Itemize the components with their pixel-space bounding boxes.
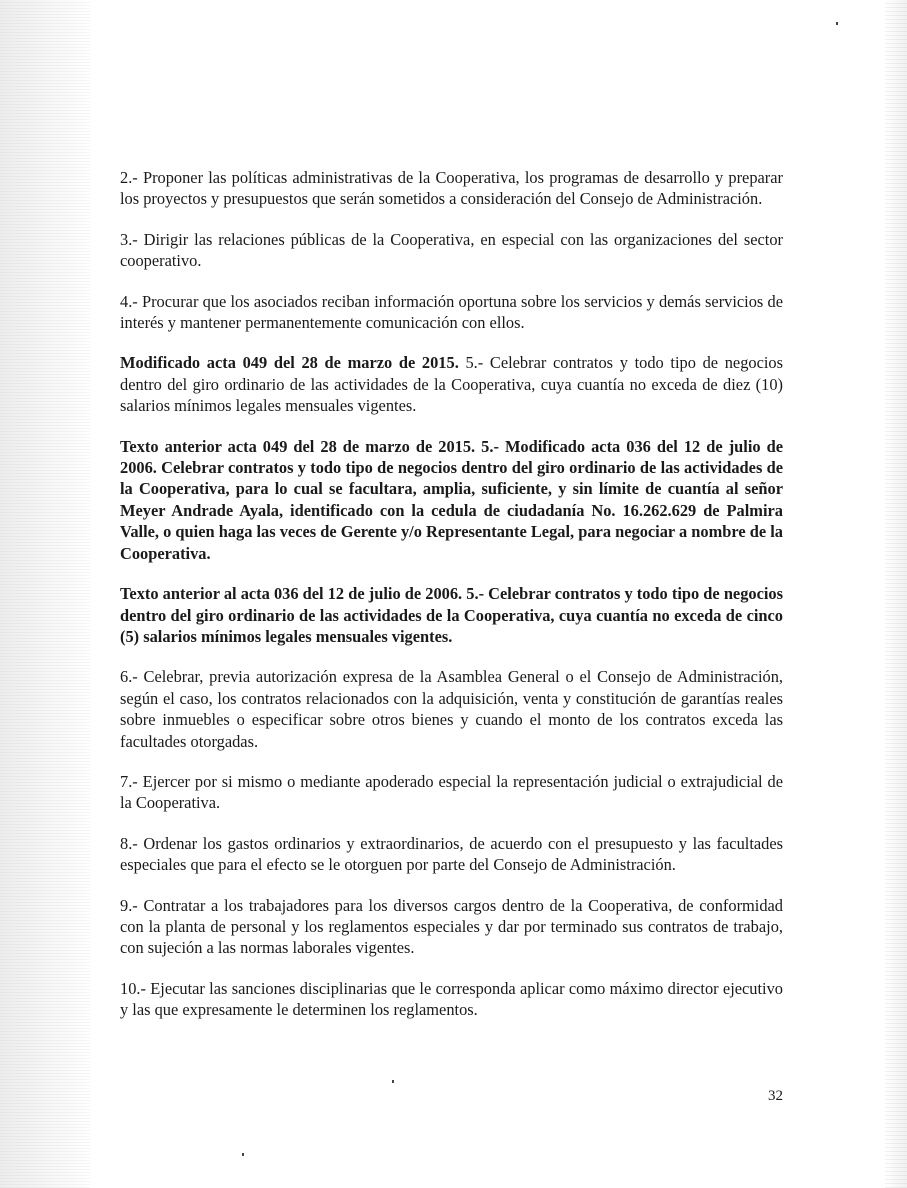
paragraph-7 — [120, 771, 783, 814]
paragraph-previous-text-036 — [120, 583, 783, 647]
paragraph-text: 9.- Contratar a los trabajadores para los diversos cargos dentro de la Cooperativa, de conformidad con la planta de personal y los reglamentos especiales y dar por terminado sus contratos de trabajo, con sujeción a las normas laborales vigentes. — [120, 895, 783, 958]
modification-note: Modificado acta 049 del 28 de marzo de 2015. — [120, 353, 459, 373]
paragraph-3 — [120, 229, 783, 272]
paragraph-8 — [120, 833, 783, 876]
scan-speck — [242, 1153, 244, 1156]
paragraph-5-modified — [120, 352, 783, 416]
paragraph-previous-text-049 — [120, 436, 783, 564]
paragraph-2 — [120, 167, 783, 210]
paragraph-text: Texto anterior acta 049 del 28 de marzo de 2015. 5.- Modificado acta 036 del 12 de julio de 2006. Celebrar contratos y todo tipo de negocios dentro del giro ordinario de las actividades de la Cooperativa, para lo cual se facultara, amplia, suficiente, y sin límite de cuantía al señor Meyer Andrade Ayala, identificado con la cedula de ciudadanía No. 16.262.629 de Palmira Valle, o quien haga las veces de Gerente y/o Representante Legal, para negociar a nombre de la Cooperativa. — [120, 436, 783, 563]
paragraph-6 — [120, 666, 783, 752]
paragraph-text: 10.- Ejecutar las sanciones disciplinarias que le corresponda aplicar como máximo director ejecutivo y las que expresamente le determinen los reglamentos. — [120, 978, 783, 1020]
scan-shadow-right — [885, 0, 907, 1188]
paragraph-text: 8.- Ordenar los gastos ordinarios y extraordinarios, de acuerdo con el presupuesto y las facultades especiales que para el efecto se le otorguen por parte del Consejo de Administración. — [120, 833, 783, 875]
scan-speck — [392, 1080, 394, 1083]
scan-shadow-left — [0, 0, 90, 1188]
page-number: 32 — [768, 1088, 783, 1104]
paragraph-4 — [120, 291, 783, 334]
paragraph-text: 7.- Ejercer por si mismo o mediante apoderado especial la representación judicial o extrajudicial de la Cooperativa. — [120, 771, 783, 813]
paragraph-text: 3.- Dirigir las relaciones públicas de la Cooperativa, en especial con las organizaciones del sector cooperativo. — [120, 229, 783, 271]
paragraph-text: Texto anterior al acta 036 del 12 de julio de 2006. 5.- Celebrar contratos y todo tipo de negocios dentro del giro ordinario de las actividades de la Cooperativa, cuya cuantía no exceda de cinco (5) salarios mínimos legales mensuales vigentes. — [120, 584, 783, 646]
scan-speck — [836, 22, 838, 25]
paragraph-text: 4.- Procurar que los asociados reciban información oportuna sobre los servicios y demás servicios de interés y mantener permanentemente comunicación con ellos. — [120, 291, 783, 333]
paragraph-10 — [120, 978, 783, 1021]
document-body — [120, 167, 783, 1040]
paragraph-9 — [120, 895, 783, 959]
paragraph-text: 5.- Celebrar contratos y todo tipo de negocios dentro del giro ordinario de las actividades de la Cooperativa, cuya cuantía no exceda de diez (10) salarios mínimos legales mensuales vigentes. — [120, 353, 783, 416]
paragraph-text: 2.- Proponer las políticas administrativas de la Cooperativa, los programas de desarrollo y preparar los proyectos y presupuestos que serán sometidos a consideración del Consejo de Administración. — [120, 168, 783, 209]
paragraph-text: 6.- Celebrar, previa autorización expresa de la Asamblea General o el Consejo de Administración, según el caso, los contratos relacionados con la adquisición, venta y constitución de garantías reales sobre inmuebles o especificar sobre otros bienes y cuando el monto de los contratos exceda las facultades otorgadas. — [120, 667, 783, 751]
